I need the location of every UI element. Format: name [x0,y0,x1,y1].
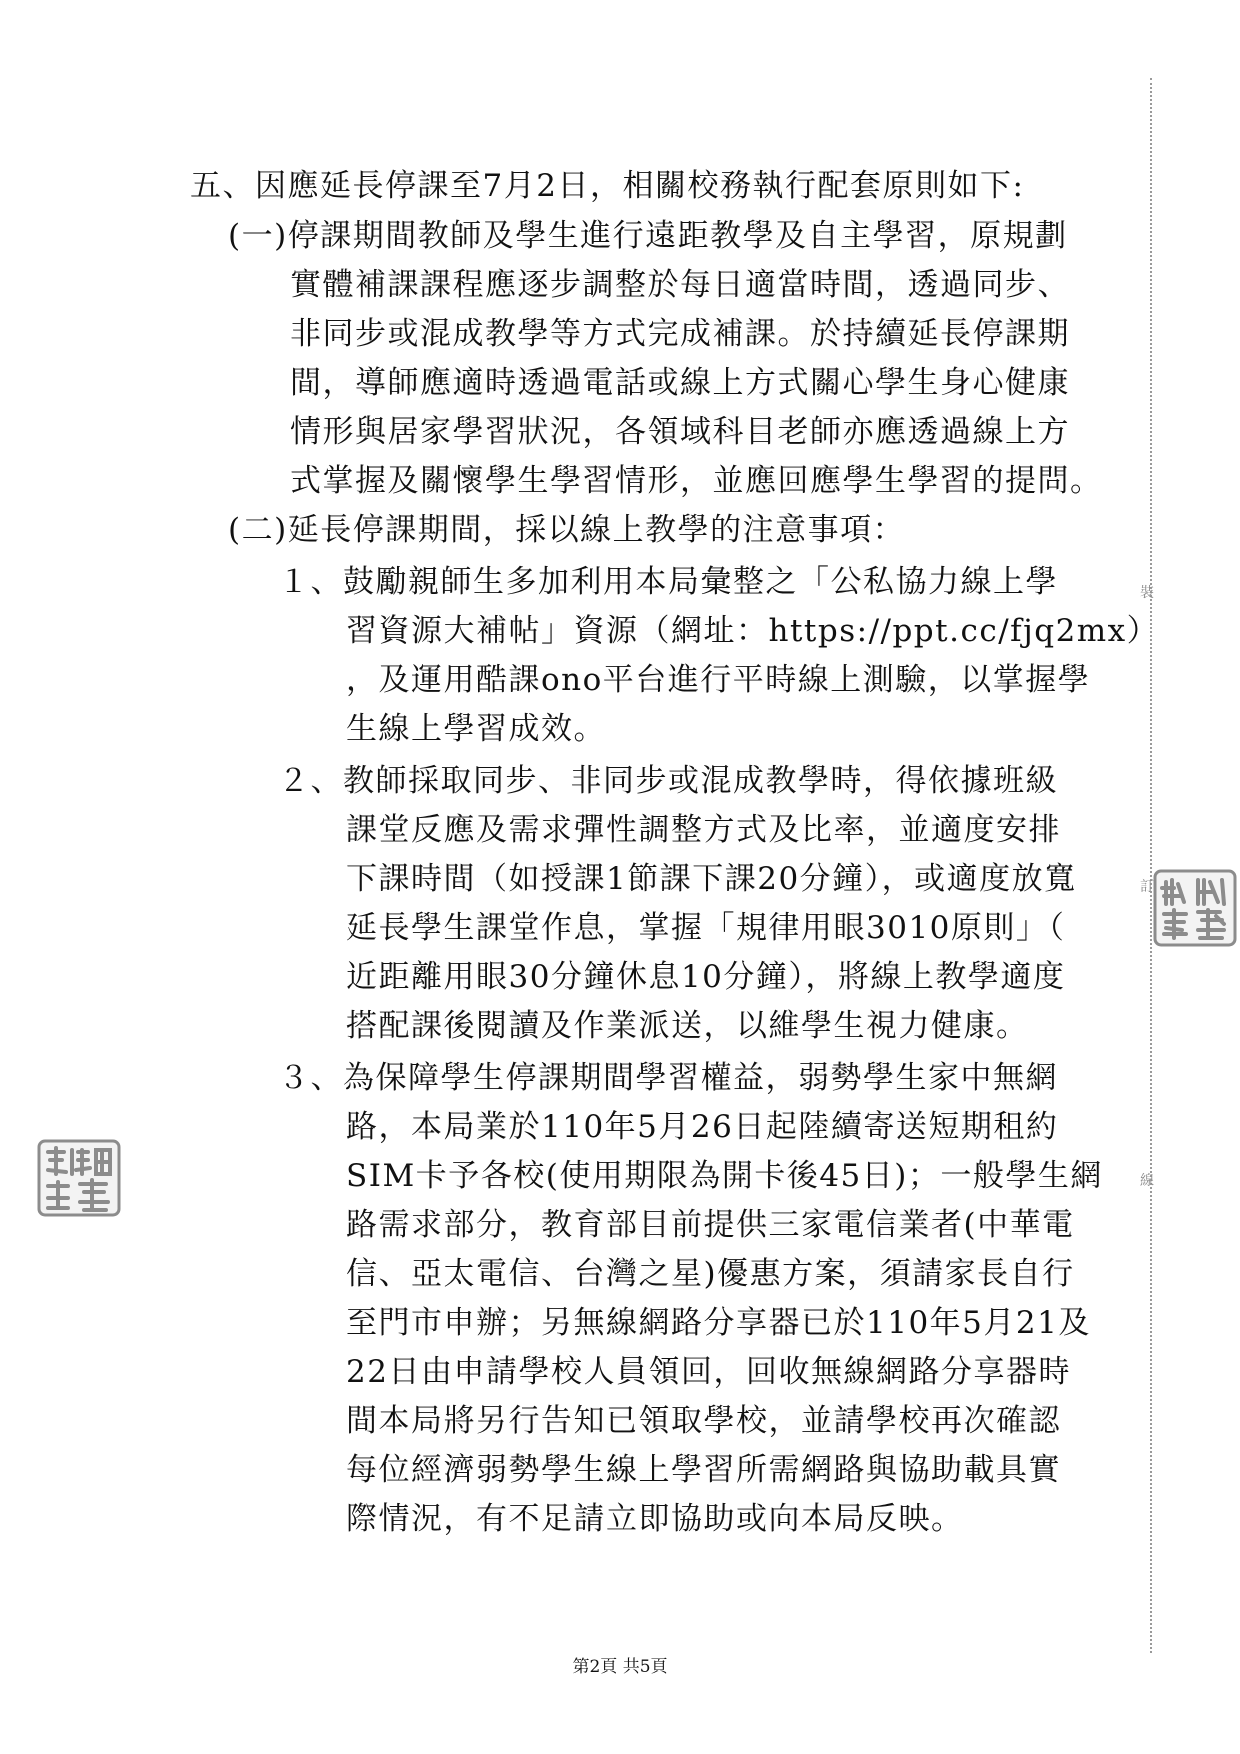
item-two-heading: (二)延長停課期間，採以線上教學的注意事項： [228,512,906,548]
section-five-heading: 五、因應延長停課至7月2日，相關校務執行配套原則如下: [190,168,1025,204]
sub-item-3-line: 際情況，有不足請立即協助或向本局反映。 [346,1501,964,1537]
sub-item-1-line: ，及運用酷課ono平台進行平時線上測驗，以掌握學 [346,662,1091,698]
sub-item-3-line: 路，本局業於110年5月26日起陸續寄送短期租約 [346,1109,1059,1145]
sub-item-3-line: 22日由申請學校人員領回，回收無線網路分享器時 [346,1354,1071,1390]
item-one-line: 非同步或混成教學等方式完成補課。於持續延長停課期 [290,316,1070,352]
binding-label-mid: 訂 [1140,879,1154,895]
binding-label-bottom: 線 [1140,1173,1154,1189]
sub-item-3-line: 間本局將另行告知已領取學校，並請學校再次確認 [346,1403,1061,1439]
sub-item-3-line: 每位經濟弱勢學生線上學習所需網路與協助載具實 [346,1452,1061,1488]
sub-item-2-line: 課堂反應及需求彈性調整方式及比率，並適度安排 [346,812,1061,848]
sub-item-3-line: 路需求部分，教育部目前提供三家電信業者(中華電 [346,1207,1075,1243]
official-seal-stamp-left [36,1138,122,1218]
item-one-line: (一)停課期間教師及學生進行遠距教學及自主學習，原規劃 [228,218,1068,254]
sub-item-1-line: 生線上學習成效。 [346,711,606,747]
sub-item-2-line: 搭配課後閱讀及作業派送，以維學生視力健康。 [346,1008,1029,1044]
sub-item-2-line: 下課時間（如授課1節課下課20分鐘），或適度放寬 [346,861,1077,897]
item-one-line: 情形與居家學習狀況，各領域科目老師亦應透過線上方 [290,414,1070,450]
sub-item-1-line: 習資源大補帖」資源（網址：https://ppt.cc/fjq2mx） [346,613,1160,649]
sub-item-2-line: ２、教師採取同步、非同步或混成教學時，得依據班級 [278,763,1058,799]
sub-item-1-line: １、鼓勵親師生多加利用本局彙整之「公私協力線上學 [278,564,1058,600]
sub-item-3-line: SIM卡予各校(使用期限為開卡後45日)；一般學生網 [346,1158,1103,1194]
sub-item-3-line: 至門市申辦；另無線網路分享器已於110年5月21及 [346,1305,1091,1341]
item-one-line: 式掌握及關懷學生學習情形，並應回應學生學習的提問。 [290,463,1103,499]
sub-item-2-line: 延長學生課堂作息，掌握「規律用眼3010原則」（ [346,910,1066,946]
sub-item-3-line: 信、亞太電信、台灣之星)優惠方案，須請家長自行 [346,1256,1075,1292]
page-number: 第2頁 共5頁 [572,1657,668,1677]
binding-line [1150,78,1152,1653]
binding-label-top: 裝 [1140,585,1154,601]
sub-item-2-line: 近距離用眼30分鐘休息10分鐘），將線上教學適度 [346,959,1066,995]
item-one-line: 間，導師應適時透過電話或線上方式關心學生身心健康 [290,365,1070,401]
item-one-line: 實體補課課程應逐步調整於每日適當時間，透過同步、 [290,267,1070,303]
official-seal-stamp-right [1152,868,1238,948]
sub-item-3-line: ３、為保障學生停課期間學習權益，弱勢學生家中無網 [278,1060,1058,1096]
